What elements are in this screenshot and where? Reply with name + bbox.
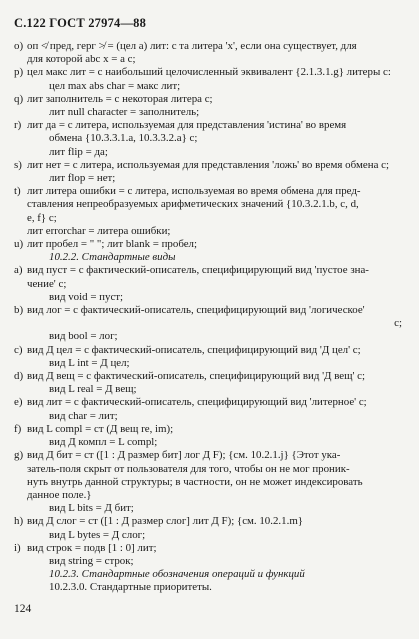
text-line: лит заполнитель = с некоторая литера с;	[27, 92, 213, 105]
item-label: o)	[14, 40, 24, 52]
text-line: для которой abc x = а с;	[27, 53, 136, 66]
item-h	[14, 515, 408, 541]
text-line: обмена {10.3.3.1.a, 10.3.3.2.a} с;	[49, 132, 198, 145]
text-line: вид пуст = с фактический-описатель, специфицирующий вид 'пустое зна-	[27, 264, 369, 277]
item-a	[14, 264, 408, 304]
page-body	[14, 40, 408, 595]
section-heading: 10.2.3. Стандартные обозначения операций и функций	[49, 568, 305, 581]
text-line: вид L real = Д вещ;	[49, 383, 137, 396]
text-line: затель-поля скрыт от пользователя для того, чтобы он не мог проник-	[27, 462, 350, 475]
item-label: f)	[14, 422, 22, 435]
item-c	[14, 344, 408, 370]
item-d	[14, 370, 408, 396]
item-label: h)	[14, 515, 24, 528]
item-f	[14, 423, 408, 449]
section-heading: 10.2.3.0. Стандартные приоритеты.	[49, 581, 212, 594]
text-line: вид лит = с фактический-описатель, специфицирующий вид 'литерное' с;	[27, 396, 367, 409]
text-line: вид Д слог = ст ([1 : Д размер слог] лит Д F); {см. 10.2.1.m}	[27, 515, 304, 528]
item-s	[14, 159, 408, 185]
page-number: 124	[14, 603, 32, 615]
item-t	[14, 185, 408, 238]
text-line: вид лог = с фактический-описатель, специфицирующий вид 'логическое'	[27, 304, 365, 317]
text-line: вид Д цел = с фактический-описатель, специфицирующий вид 'Д цел' с;	[27, 343, 361, 356]
item-label: t)	[14, 185, 21, 198]
text-line: лит литера ошибки = с литера, используемая во время обмена для пред-	[27, 185, 361, 198]
text-line: лит нет = с литера, используемая для представления 'ложь' во время обмена с;	[27, 158, 389, 171]
text-line: вид string = строк;	[49, 554, 134, 567]
text-line: данное поле.}	[27, 488, 92, 501]
text-line: вид bool = лог;	[49, 330, 118, 343]
text-line: вид Д компл = L compl;	[49, 436, 158, 449]
text-line: чение' с;	[27, 277, 67, 290]
page-header: С.122 ГОСТ 27974—88	[14, 16, 147, 30]
item-o	[14, 40, 408, 66]
item-r	[14, 119, 408, 159]
text-line: цел max abs char = макс лит;	[49, 79, 181, 92]
item-label: a)	[14, 264, 23, 277]
item-label: b)	[14, 304, 24, 317]
item-label: u)	[14, 238, 24, 251]
item-u	[14, 238, 408, 251]
item-q	[14, 93, 408, 119]
text-line: oп ≮ пред, герг ≯ = (цел а) лит: с та литера 'x', если она существует, для	[27, 40, 357, 52]
text-line: вид void = пуст;	[49, 290, 124, 303]
text-line: нуть внутрь данной структуры; в частности, он не может индексировать	[27, 475, 363, 488]
item-i	[14, 542, 408, 568]
text-line: вид Д вещ = с фактический-описатель, специфицирующий вид 'Д вещ' с;	[27, 370, 366, 383]
text-line: вид Д бит = ст ([1 : Д размер бит] лог Д F); {см. 10.2.1.j} {Этот ука-	[27, 449, 341, 462]
text-line: лит null character = заполнитель;	[49, 106, 200, 119]
item-label: e)	[14, 396, 23, 409]
text-line: с;	[394, 317, 402, 330]
text-line: лит пробел = " "; лит blank = пробел;	[27, 238, 198, 251]
item-label: s)	[14, 158, 22, 171]
text-line: вид строк = подв [1 : 0] лит;	[27, 541, 157, 554]
item-label: q)	[14, 92, 24, 105]
text-line: цел макс лит = с наибольший целочисленный эквивалент {2.1.3.1.g} литеры с:	[27, 66, 391, 79]
text-line: лит flip = да;	[49, 145, 108, 158]
item-label: g)	[14, 449, 24, 462]
section-heading: 10.2.2. Стандартные виды	[49, 251, 176, 264]
text-line: e, f} с;	[27, 211, 57, 224]
text-line: лит да = с литера, используемая для представления 'истина' во время	[27, 119, 347, 132]
text-line: лит flop = нет;	[49, 172, 116, 185]
item-e	[14, 396, 408, 422]
item-label: c)	[14, 343, 23, 356]
text-line: лит errorchar = литера ошибки;	[27, 224, 171, 237]
item-label: r)	[14, 119, 22, 132]
item-p	[14, 66, 408, 92]
item-label: i)	[14, 541, 21, 554]
text-line: вид char = лит;	[49, 409, 118, 422]
item-label: d)	[14, 370, 24, 383]
text-line: вид L bits = Д бит;	[49, 502, 134, 515]
text-line: ставления непреобразуемых арифметических значений {10.3.2.1.b, c, d,	[27, 198, 359, 211]
text-line: вид L int = Д цел;	[49, 356, 130, 369]
item-g	[14, 449, 408, 515]
item-label: p)	[14, 66, 24, 79]
text-line: вид L compl = ст (Д вещ re, im);	[27, 422, 174, 435]
item-b	[14, 304, 408, 344]
text-line: вид L bytes = Д слог;	[49, 528, 146, 541]
